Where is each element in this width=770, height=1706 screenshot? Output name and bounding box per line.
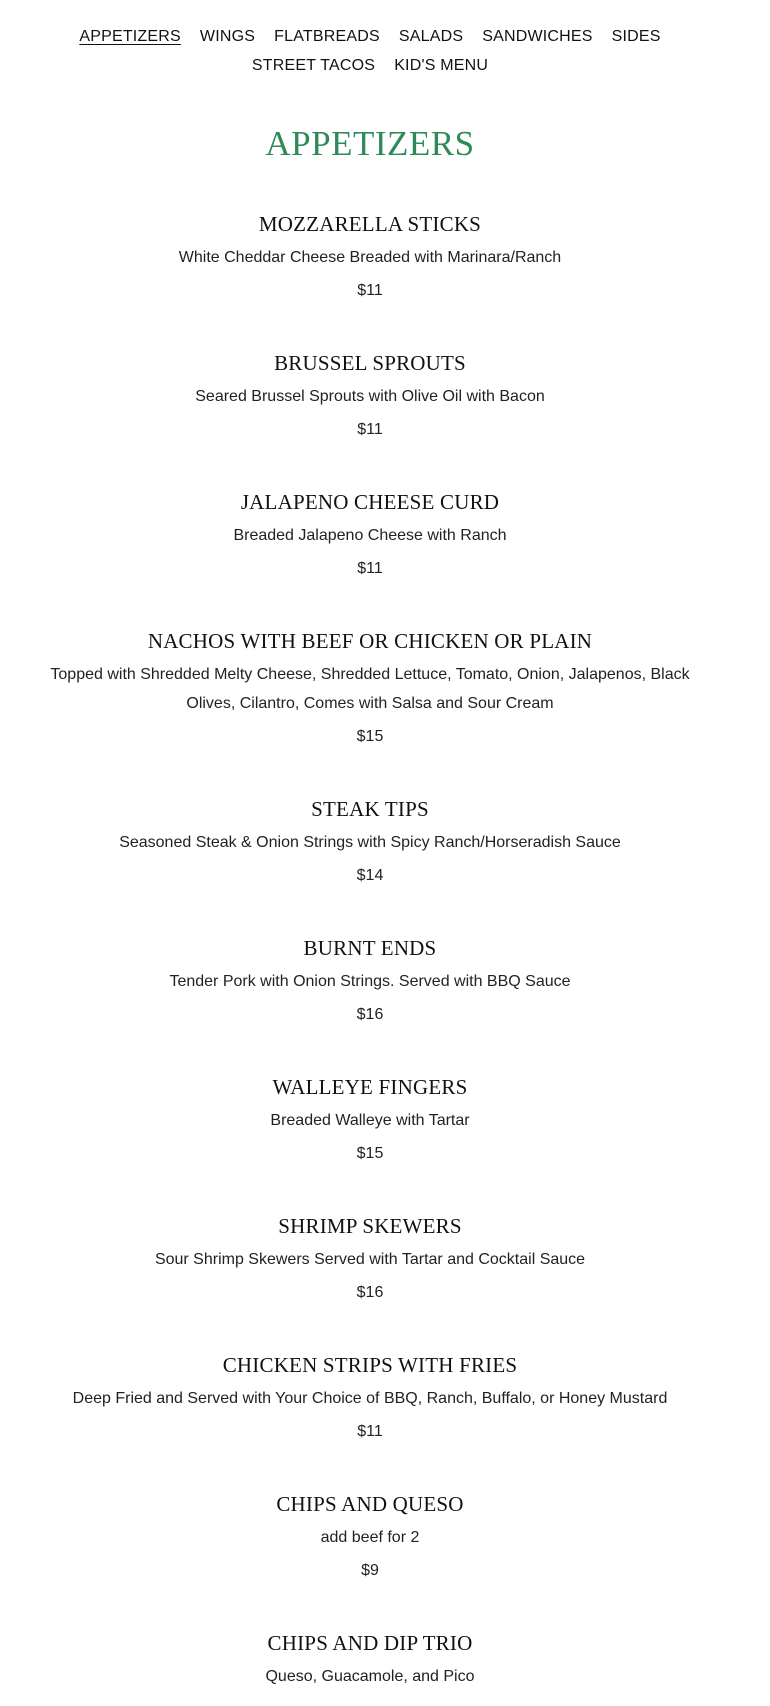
item-name: WALLEYE FINGERS	[272, 1075, 468, 1099]
item-price: $11	[357, 282, 383, 299]
item-price: $16	[356, 1284, 384, 1301]
menu-item	[0, 627, 740, 748]
item-name: BRUSSEL SPROUTS	[274, 351, 466, 375]
nav-sandwiches[interactable]: SANDWICHES	[482, 27, 593, 45]
menu-item	[0, 934, 740, 1026]
category-nav-row-2	[0, 51, 740, 80]
item-description: Breaded Walleye with Tartar	[270, 1112, 470, 1129]
item-name: NACHOS WITH BEEF OR CHICKEN OR PLAIN	[147, 629, 593, 653]
item-description: Sour Shrimp Skewers Served with Tartar and Cocktail Sauce	[154, 1251, 586, 1268]
item-description: Seasoned Steak & Onion Strings with Spicy Ranch/Horseradish Sauce	[119, 834, 621, 851]
menu-item	[0, 795, 740, 887]
menu-item	[0, 1629, 740, 1691]
item-name: STEAK TIPS	[311, 797, 429, 821]
category-nav-row-1	[0, 22, 740, 51]
item-price: $16	[356, 1006, 384, 1023]
menu-item	[0, 488, 740, 580]
menu-item	[0, 1490, 740, 1582]
item-price: $9	[361, 1562, 379, 1579]
nav-appetizers[interactable]: APPETIZERS	[79, 27, 181, 45]
menu-item	[0, 349, 740, 441]
item-description: Breaded Jalapeno Cheese with Ranch	[233, 527, 507, 544]
nav-sides[interactable]: SIDES	[611, 27, 661, 45]
item-description: Seared Brussel Sprouts with Olive Oil with Bacon	[195, 388, 545, 405]
item-price: $14	[356, 867, 384, 884]
item-price: $11	[357, 1423, 383, 1440]
item-description: Deep Fried and Served with Your Choice of BBQ, Ranch, Buffalo, or Honey Mustard	[72, 1390, 668, 1407]
item-name: BURNT ENDS	[303, 936, 437, 960]
item-name: MOZZARELLA STICKS	[258, 212, 482, 236]
section-title: APPETIZERS	[265, 124, 475, 163]
item-name: CHIPS AND DIP TRIO	[267, 1631, 473, 1655]
item-name: SHRIMP SKEWERS	[278, 1214, 462, 1238]
menu-item	[0, 1073, 740, 1165]
item-price: $11	[357, 560, 383, 577]
menu-item	[0, 1351, 740, 1443]
menu-item	[0, 1212, 740, 1304]
item-name: JALAPENO CHEESE CURD	[240, 490, 500, 514]
item-price: $11	[357, 421, 383, 438]
nav-kids-menu[interactable]: KID'S MENU	[394, 56, 489, 74]
category-nav	[0, 22, 740, 80]
item-price: $15	[356, 1145, 384, 1162]
item-description: Topped with Shredded Melty Cheese, Shredded Lettuce, Tomato, Onion, Jalapenos, Black Olives, Cilantro, Comes with Salsa and Sour Cream	[50, 666, 690, 712]
item-description: add beef for 2	[320, 1529, 420, 1546]
nav-flatbreads[interactable]: FLATBREADS	[274, 27, 380, 45]
menu-item	[0, 210, 740, 302]
item-name: CHICKEN STRIPS WITH FRIES	[222, 1353, 518, 1377]
nav-wings[interactable]: WINGS	[199, 27, 256, 45]
item-price: $15	[356, 728, 384, 745]
item-description: Tender Pork with Onion Strings. Served with BBQ Sauce	[169, 973, 571, 990]
nav-street-tacos[interactable]: STREET TACOS	[251, 56, 376, 74]
item-description: Queso, Guacamole, and Pico	[265, 1668, 475, 1685]
nav-salads[interactable]: SALADS	[398, 27, 464, 45]
item-description: White Cheddar Cheese Breaded with Marinara/Ranch	[178, 249, 562, 266]
item-name: CHIPS AND QUESO	[276, 1492, 464, 1516]
